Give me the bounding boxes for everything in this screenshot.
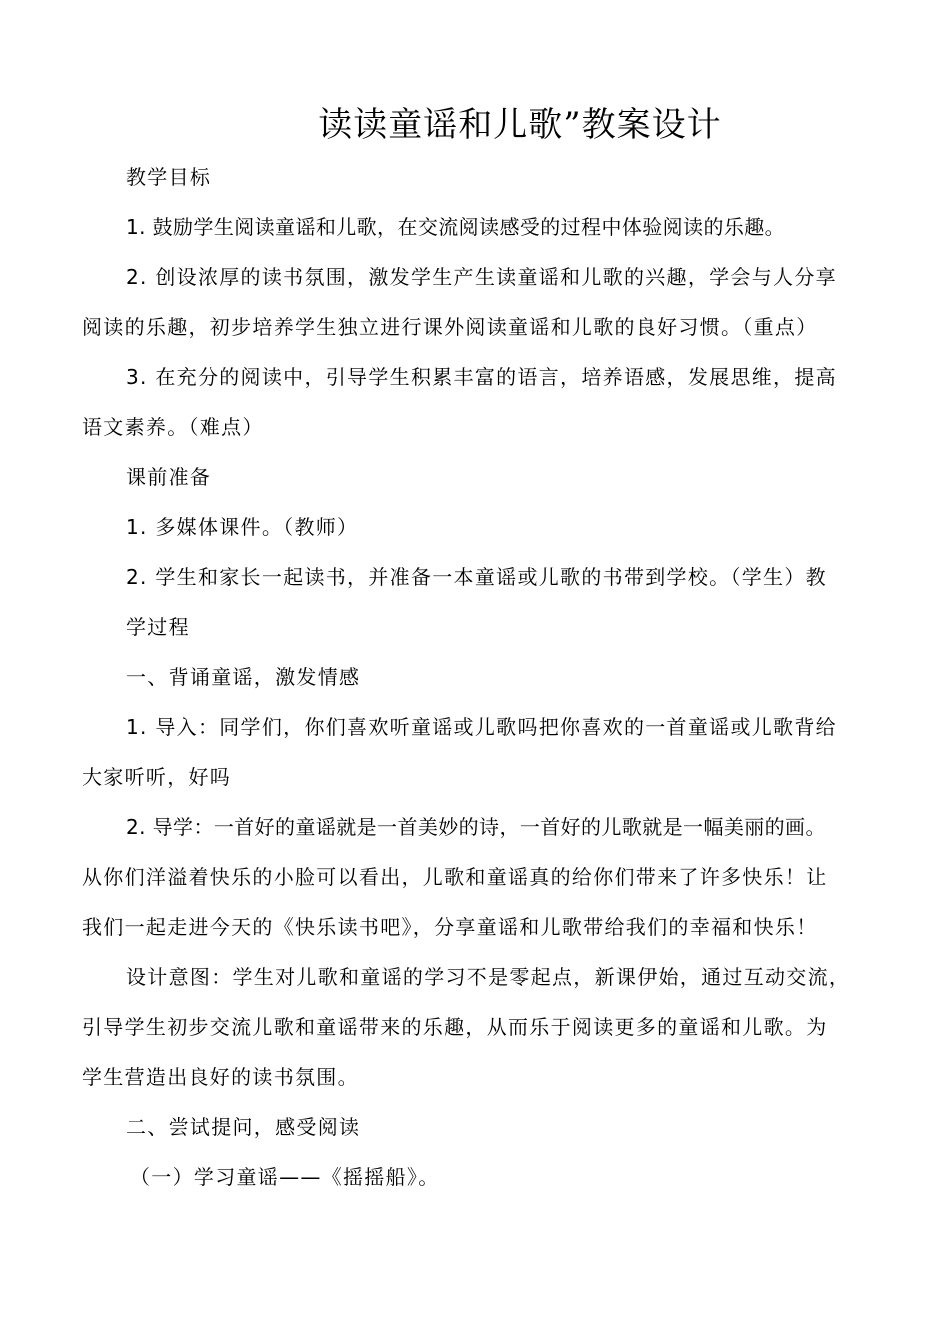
document-body: [82, 152, 880, 1202]
paragraph-line: 1. 导入：同学们，你们喜欢听童谣或儿歌吗把你喜欢的一首童谣或儿歌背给: [126, 715, 837, 739]
section-heading-process: 学过程: [126, 615, 190, 639]
paragraph-line: 大家听听，好吗: [82, 765, 232, 789]
paragraph-line: 语文素养。（难点）: [82, 415, 264, 439]
paragraph-line: 2. 学生和家长一起读书，并准备一本童谣或儿歌的书带到学校。（学生）教: [126, 565, 827, 589]
paragraph-line: 设计意图：学生对儿歌和童谣的学习不是零起点，新课伊始，通过互动交流，: [126, 965, 851, 989]
paragraph-line: 3. 在充分的阅读中，引导学生积累丰富的语言，培养语感，发展思维，提高: [126, 365, 837, 389]
paragraph-line: 1. 鼓励学生阅读童谣和儿歌，在交流阅读感受的过程中体验阅读的乐趣。: [126, 215, 786, 239]
paragraph-line: 阅读的乐趣，初步培养学生独立进行课外阅读童谣和儿歌的良好习惯。（重点）: [82, 315, 818, 339]
paragraph-line: 2. 创设浓厚的读书氛围，激发学生产生读童谣和儿歌的兴趣，学会与人分享: [126, 265, 837, 289]
section-heading-part-one: 一、背诵童谣，激发情感: [126, 665, 361, 689]
paragraph-line: 从你们洋溢着快乐的小脸可以看出，儿歌和童谣真的给你们带来了许多快乐！让: [82, 865, 828, 889]
paragraph-line: 引导学生初步交流儿歌和童谣带来的乐趣，从而乐于阅读更多的童谣和儿歌。为: [82, 1015, 828, 1039]
section-heading-part-two: 二、尝试提问，感受阅读: [126, 1115, 361, 1139]
paragraph-line: 我们一起走进今天的《快乐读书吧》，分享童谣和儿歌带给我们的幸福和快乐！: [82, 915, 818, 939]
paragraph-line: 1. 多媒体课件。（教师）: [126, 515, 359, 539]
paragraph-line: 学生营造出良好的读书氛围。: [82, 1065, 359, 1089]
paragraph-line: 2. 导学：一首好的童谣就是一首美妙的诗，一首好的儿歌就是一幅美丽的画。: [126, 815, 826, 839]
section-heading-preparation: 课前准备: [126, 465, 212, 489]
subsection-heading: （一）学习童谣——《摇摇船》。: [130, 1165, 440, 1189]
section-heading-teaching-goals: 教学目标: [126, 165, 212, 189]
document-title: 读读童谣和儿歌”教案设计: [318, 105, 722, 145]
